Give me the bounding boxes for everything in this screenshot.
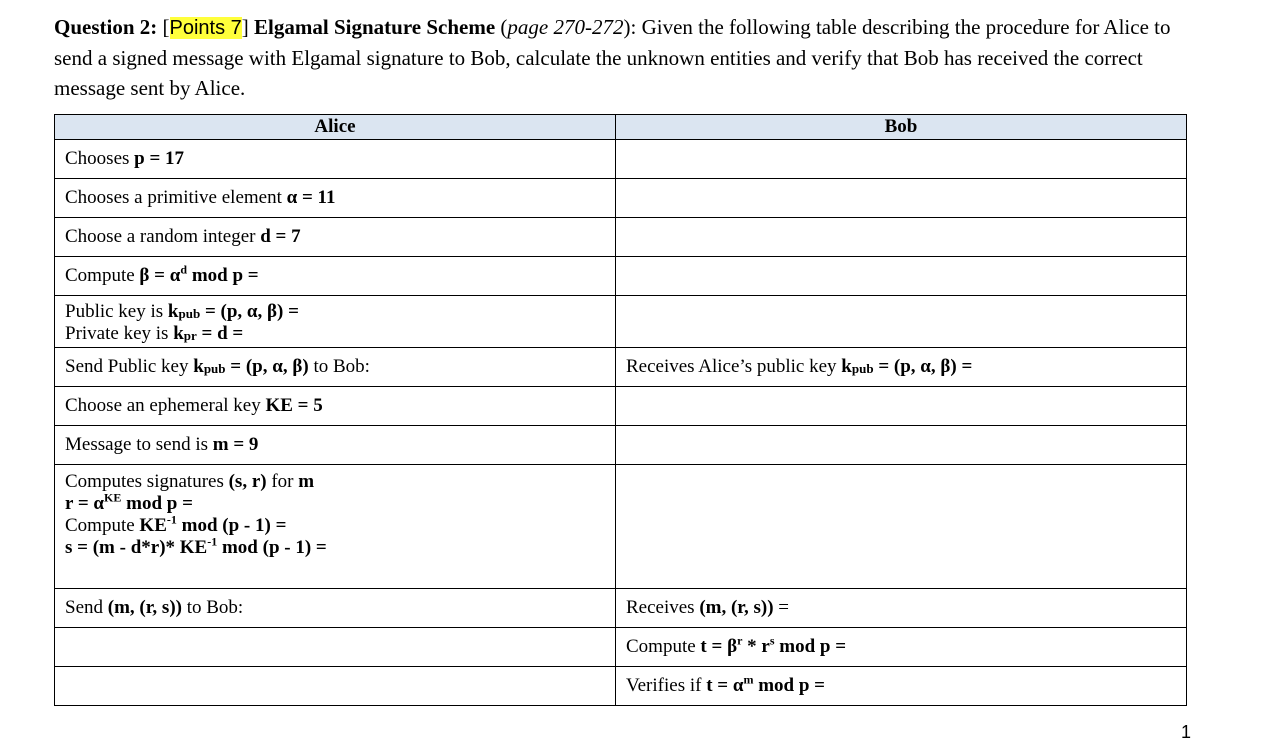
page-reference: page 270-272 bbox=[507, 15, 624, 39]
question-text bbox=[54, 12, 1194, 103]
cell-text: Chooses bbox=[65, 148, 135, 169]
formula-tail: = d = bbox=[196, 323, 244, 344]
formula-tail: mod p = bbox=[121, 493, 193, 514]
cell-text: Send Public key bbox=[65, 356, 194, 377]
procedure-table bbox=[54, 114, 1187, 706]
table-row bbox=[55, 589, 1187, 628]
alice-cell bbox=[55, 218, 616, 257]
table-row bbox=[55, 179, 1187, 218]
cell-text: Receives bbox=[626, 597, 700, 618]
table-row bbox=[55, 667, 1187, 706]
question-title: Elgamal Signature Scheme bbox=[254, 15, 496, 39]
bob-cell bbox=[616, 218, 1187, 257]
superscript: r bbox=[737, 633, 743, 648]
public-key-line bbox=[65, 301, 605, 323]
cell-value: p = 17 bbox=[134, 148, 185, 169]
r-formula-line bbox=[65, 490, 605, 515]
page-number: 1 bbox=[1181, 722, 1192, 742]
bob-cell bbox=[616, 667, 1187, 706]
table-row bbox=[55, 348, 1187, 387]
table-header-row bbox=[55, 115, 1187, 140]
formula-tail: mod (p - 1) = bbox=[217, 537, 327, 558]
bob-cell bbox=[616, 387, 1187, 426]
bob-cell bbox=[616, 348, 1187, 387]
bob-cell bbox=[616, 296, 1187, 348]
formula-tail: mod (p - 1) = bbox=[176, 515, 287, 536]
subscript: pub bbox=[851, 361, 874, 376]
bob-cell bbox=[616, 465, 1187, 589]
bob-cell bbox=[616, 589, 1187, 628]
alice-cell bbox=[55, 348, 616, 387]
bob-cell bbox=[616, 257, 1187, 296]
alice-cell bbox=[55, 628, 616, 667]
formula-tail: mod p = bbox=[187, 265, 259, 286]
alice-cell bbox=[55, 667, 616, 706]
alice-cell bbox=[55, 140, 616, 179]
cell-tail: to Bob: bbox=[308, 356, 370, 377]
formula: r = α bbox=[65, 493, 105, 514]
alice-cell bbox=[55, 296, 616, 348]
bob-cell bbox=[616, 140, 1187, 179]
cell-tail: to Bob: bbox=[181, 597, 244, 618]
alice-cell bbox=[55, 465, 616, 589]
bracket-close: ] bbox=[241, 15, 249, 39]
cell-text: Chooses a primitive element bbox=[65, 187, 287, 208]
formula: t = β bbox=[700, 636, 738, 657]
subscript: pub bbox=[203, 361, 226, 376]
cell-value: α = 11 bbox=[286, 187, 336, 208]
points-highlight: Points 7 bbox=[169, 17, 242, 39]
formula: = (p, α, β) bbox=[225, 356, 309, 377]
alice-cell bbox=[55, 387, 616, 426]
table-row bbox=[55, 218, 1187, 257]
formula: (m, (r, s)) bbox=[699, 597, 774, 618]
cell-text: Choose an ephemeral key bbox=[65, 395, 266, 416]
cell-text: Public key is bbox=[65, 301, 168, 322]
subscript: pr bbox=[183, 328, 197, 343]
inverse-formula-line bbox=[65, 512, 605, 537]
superscript: -1 bbox=[207, 534, 218, 549]
bob-cell bbox=[616, 628, 1187, 667]
table-row bbox=[55, 140, 1187, 179]
formula: (m, (r, s)) bbox=[107, 597, 182, 618]
subscript: pub bbox=[178, 306, 201, 321]
formula: = (p, α, β) = bbox=[873, 356, 973, 377]
question-body: Given the following table describing the procedure for Alice to send a signed message with Elgamal signature to Bob, calculate the unknown entities and verify that Bob has received the correct message sent by Alice. bbox=[54, 15, 1171, 100]
cell-tail: = bbox=[773, 597, 790, 618]
cell-text: Receives Alice’s public key bbox=[626, 356, 842, 377]
superscript: m bbox=[743, 672, 754, 687]
cell-text: Send bbox=[65, 597, 108, 618]
cell-text: Compute bbox=[65, 265, 140, 286]
formula: s = (m - d*r)* KE bbox=[65, 537, 208, 558]
formula: t = α bbox=[706, 675, 744, 696]
superscript: d bbox=[180, 262, 188, 277]
cell-value: m = 9 bbox=[212, 434, 259, 455]
s-formula-line bbox=[65, 534, 605, 559]
question-number: Question 2: bbox=[54, 15, 158, 39]
key-symbol: k bbox=[173, 323, 184, 344]
alice-cell bbox=[55, 179, 616, 218]
cell-text: for bbox=[266, 471, 299, 492]
bob-cell bbox=[616, 179, 1187, 218]
cell-text: Compute bbox=[626, 636, 701, 657]
table-row bbox=[55, 426, 1187, 465]
header-bob: Bob bbox=[616, 115, 1187, 140]
cell-value: KE = 5 bbox=[265, 395, 323, 416]
key-symbol: k bbox=[167, 301, 179, 322]
formula-tail: = (p, α, β) = bbox=[200, 301, 299, 322]
table-row bbox=[55, 257, 1187, 296]
alice-cell bbox=[55, 426, 616, 465]
formula-tail: mod p = bbox=[774, 636, 847, 657]
bob-cell bbox=[616, 426, 1187, 465]
private-key-line bbox=[65, 323, 605, 345]
cell-text: Computes signatures bbox=[65, 471, 229, 492]
formula: β = α bbox=[139, 265, 181, 286]
table-row bbox=[55, 387, 1187, 426]
bracket-open: [ bbox=[162, 15, 170, 39]
cell-text: Choose a random integer bbox=[65, 226, 261, 247]
signature-line bbox=[65, 471, 605, 493]
alice-cell bbox=[55, 589, 616, 628]
formula: (s, r) bbox=[228, 471, 267, 492]
cell-value: d = 7 bbox=[260, 226, 301, 247]
table-row bbox=[55, 628, 1187, 667]
cell-text: Verifies if bbox=[626, 675, 707, 696]
formula: * r bbox=[742, 636, 770, 657]
cell-text: Message to send is bbox=[65, 434, 213, 455]
page-close: ): bbox=[623, 15, 637, 39]
superscript: KE bbox=[104, 490, 122, 505]
formula: m bbox=[298, 471, 315, 492]
formula-tail: mod p = bbox=[753, 675, 826, 696]
table-row bbox=[55, 465, 1187, 589]
key-symbol: k bbox=[193, 356, 204, 377]
formula: KE bbox=[139, 515, 167, 536]
superscript: s bbox=[769, 633, 775, 648]
page-open: ( bbox=[500, 15, 508, 39]
superscript: -1 bbox=[166, 512, 177, 527]
alice-cell bbox=[55, 257, 616, 296]
table-row bbox=[55, 296, 1187, 348]
cell-text: Private key is bbox=[65, 323, 174, 344]
key-symbol: k bbox=[841, 356, 852, 377]
cell-text: Compute bbox=[65, 515, 140, 536]
header-alice: Alice bbox=[55, 115, 616, 140]
